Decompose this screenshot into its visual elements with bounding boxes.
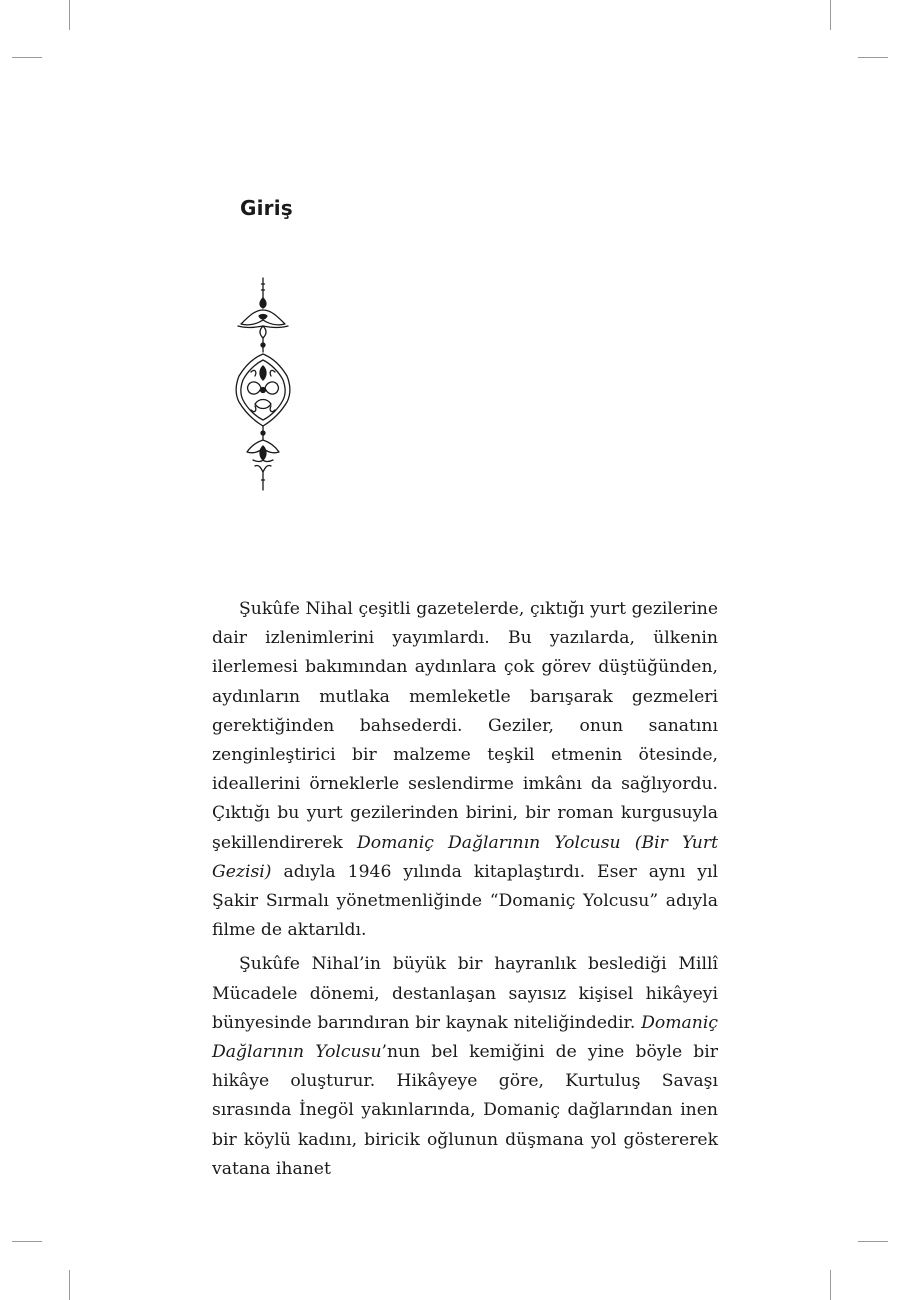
paragraph-2-text-start: Şukûfe Nihal’in büyük bir hayranlık beslediği Millî Mücadele dönemi, destanlaşan sayısız kişisel hikâyeyi bünyesinde barındıran bir kaynak niteliğindedir.: [212, 954, 718, 1033]
crop-mark-top-right-h: [858, 57, 888, 58]
floral-ornament-icon: [233, 276, 293, 492]
body-text: [212, 595, 718, 1184]
crop-mark-bottom-right-h: [858, 1241, 888, 1242]
crop-mark-top-left: [69, 0, 70, 30]
paragraph-1: [212, 595, 718, 945]
crop-mark-top-right: [830, 0, 831, 30]
paragraph-2: [212, 950, 718, 1184]
paragraph-1-text-start: Şukûfe Nihal çeşitli gazetelerde, çıktığı yurt gezilerine dair izlenimlerini yayımlardı. Bu yazılarda, ülkenin ilerlemesi bakımından aydınlara çok görev düştüğünden, aydınların mutlaka memleketle barışarak gezmeleri gerektiğinden bahsederdi. Geziler, onun sanatını zenginleştirici bir malzeme teşkil etmenin ötesinde, ideallerini örneklerle seslendirme imkânı da sağlıyordu. Çıktığı bu yurt gezilerinden birini, bir roman kurgusuyla şekillendirerek: [212, 599, 718, 853]
crop-mark-top-left-h: [12, 57, 42, 58]
crop-mark-bottom-left-h: [12, 1241, 42, 1242]
book-title-italic: Domaniç Dağlarının Yolcusu (Bir Yurt Gezisi): [212, 832, 719, 882]
crop-mark-bottom-left: [69, 1270, 70, 1300]
crop-mark-bottom-right: [830, 1270, 831, 1300]
chapter-title: Giriş: [240, 196, 293, 220]
paragraph-2-text-end: ’nun bel kemiğini de yine böyle bir hikâye oluşturur. Hikâyeye göre, Kurtuluş Savaşı sırasında İnegöl yakınlarında, Domaniç dağlarından inen bir köylü kadını, biricik oğlunun düşmana yol göstererek vatana ihanet: [212, 1042, 718, 1179]
book-title-italic-2: Domaniç Dağlarının Yolcusu: [212, 1012, 718, 1063]
paragraph-1-text-end: adıyla 1946 yılında kitaplaştırdı. Eser aynı yıl Şakir Sırmalı yönetmenliğinde “Domaniç Yolcusu” adıyla filme de aktarıldı.: [212, 861, 718, 941]
